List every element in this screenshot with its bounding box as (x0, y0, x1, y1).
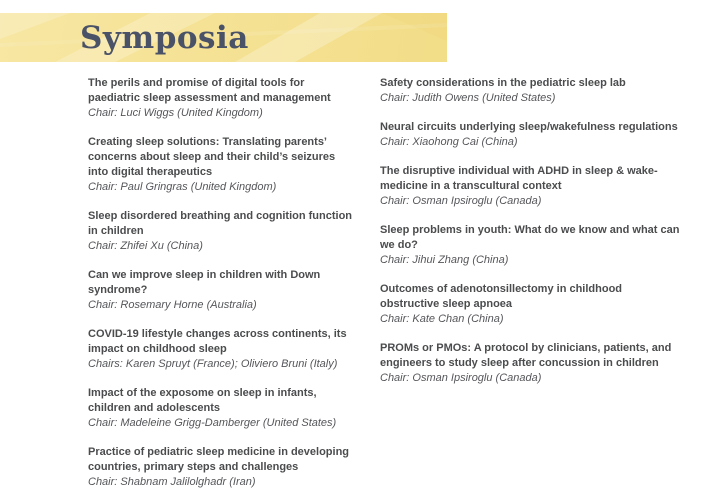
symposium-item (88, 445, 358, 490)
symposium-item (88, 209, 358, 254)
symposium-title: Outcomes of adenotonsillectomy in childhood obstructive sleep apnoea (380, 283, 623, 310)
symposium-item (380, 223, 684, 268)
symposium-chair: Chairs: Karen Spruyt (France); Oliviero Bruni (Italy) (88, 358, 338, 370)
symposium-chair: Chair: Shabnam Jalilolghadr (Iran) (88, 476, 256, 488)
symposium-title: COVID-19 lifestyle changes across continents, its impact on childhood sleep (88, 328, 347, 355)
symposium-title: Safety considerations in the pediatric sleep lab (380, 77, 626, 89)
symposium-title: Creating sleep solutions: Translating parents’ concerns about sleep and their child’s seizures into digital therapeutics (88, 136, 336, 178)
symposium-item (88, 268, 358, 313)
symposium-chair: Chair: Xiaohong Cai (China) (380, 136, 518, 148)
column-right (380, 76, 684, 500)
symposium-item (380, 164, 684, 209)
symposium-item (380, 120, 684, 150)
symposium-chair: Chair: Rosemary Horne (Australia) (88, 299, 257, 311)
symposium-chair: Chair: Jihui Zhang (China) (380, 254, 509, 266)
symposium-chair: Chair: Madeleine Grigg-Damberger (United States) (88, 417, 337, 429)
column-left (88, 76, 358, 500)
symposium-title: The perils and promise of digital tools for paediatric sleep assessment and management (88, 77, 331, 104)
symposium-chair: Chair: Zhifei Xu (China) (88, 240, 203, 252)
symposium-title: PROMs or PMOs: A protocol by clinicians, patients, and engineers to study sleep after concussion in children (380, 342, 672, 369)
symposium-title: Can we improve sleep in children with Down syndrome? (88, 269, 321, 296)
symposium-item (380, 76, 684, 106)
symposium-title: Neural circuits underlying sleep/wakefulness regulations (380, 121, 678, 133)
symposia-columns (88, 76, 684, 500)
symposium-title: Impact of the exposome on sleep in infants, children and adolescents (88, 387, 317, 414)
symposium-item (88, 327, 358, 372)
symposium-chair: Chair: Judith Owens (United States) (380, 92, 556, 104)
symposium-item (88, 135, 358, 195)
symposium-chair: Chair: Luci Wiggs (United Kingdom) (88, 107, 263, 119)
symposium-title: The disruptive individual with ADHD in sleep & wake-medicine in a transcultural context (380, 165, 658, 192)
symposium-title: Sleep problems in youth: What do we know and what can we do? (380, 224, 680, 251)
symposium-item (88, 76, 358, 121)
page-title: Symposia (80, 20, 249, 56)
symposium-chair: Chair: Kate Chan (China) (380, 313, 504, 325)
symposium-title: Practice of pediatric sleep medicine in developing countries, primary steps and challenges (88, 446, 350, 473)
symposium-item (88, 386, 358, 431)
symposia-banner (0, 13, 447, 62)
symposium-title: Sleep disordered breathing and cognition function in children (88, 210, 353, 237)
symposium-chair: Chair: Osman Ipsiroglu (Canada) (380, 195, 542, 207)
symposium-chair: Chair: Paul Gringras (United Kingdom) (88, 181, 277, 193)
symposium-chair: Chair: Osman Ipsiroglu (Canada) (380, 372, 542, 384)
symposium-item (380, 282, 684, 327)
symposium-item (380, 341, 684, 386)
